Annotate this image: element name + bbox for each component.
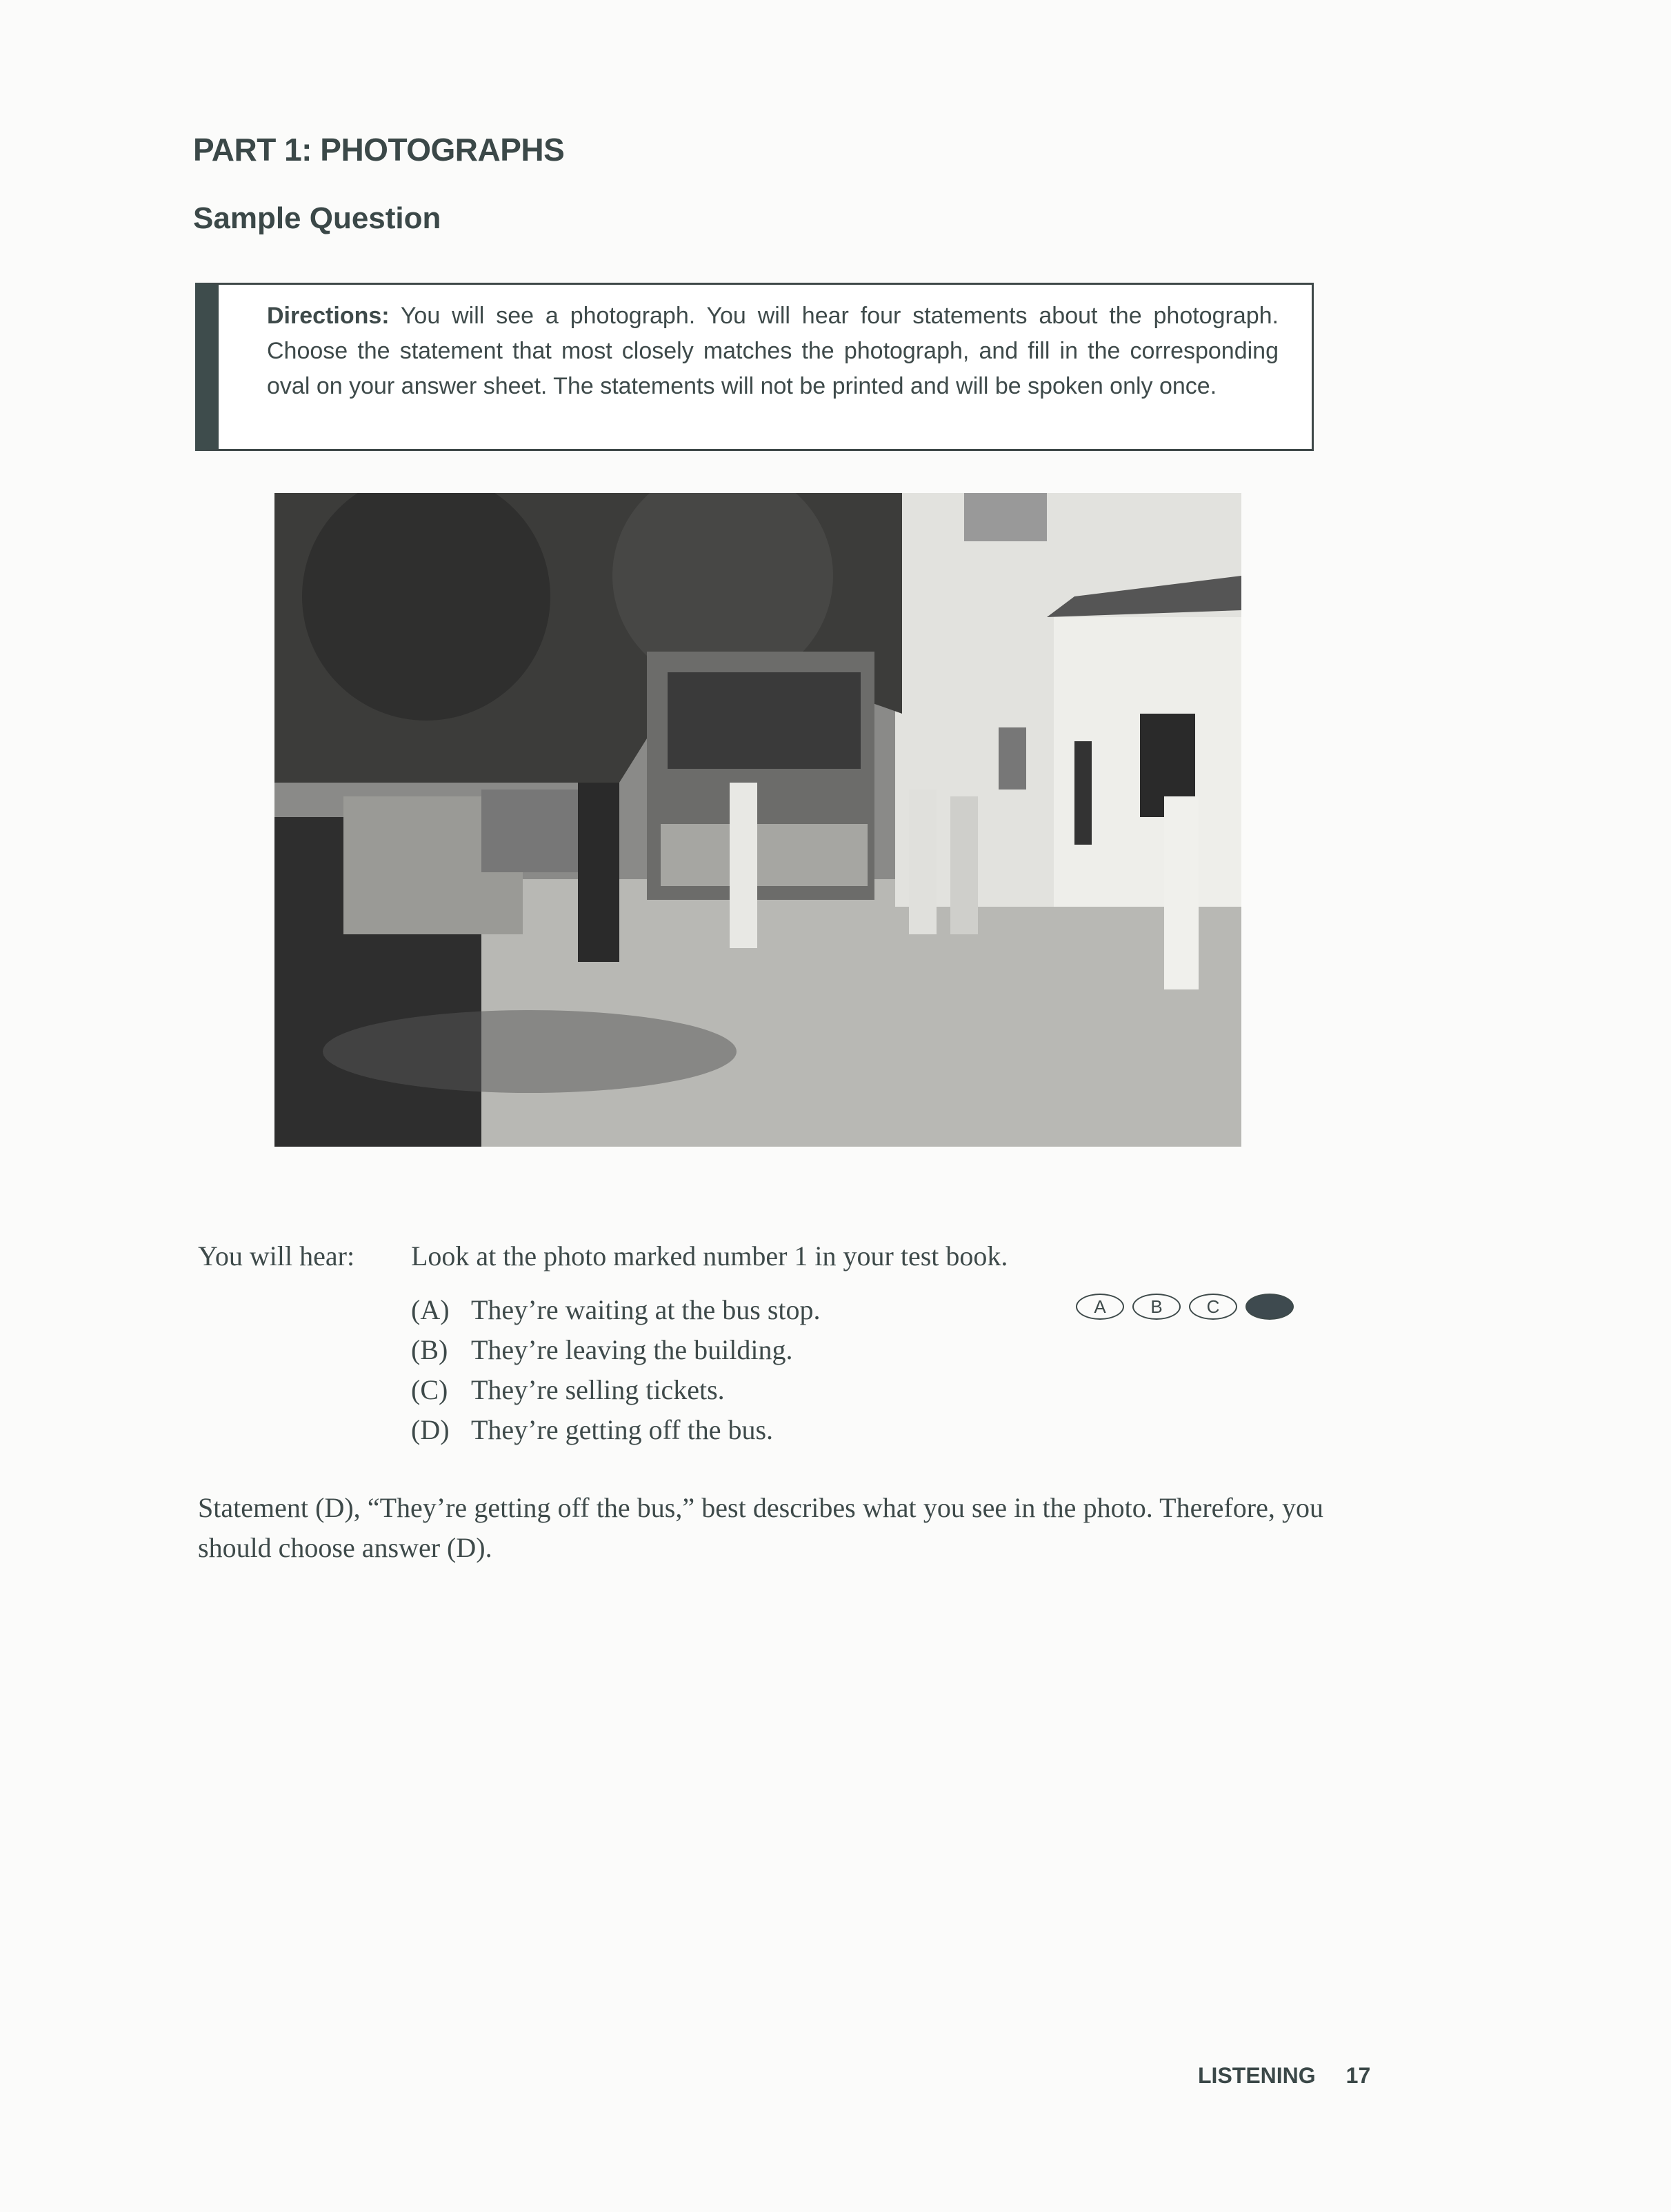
explanation-text: Statement (D), “They’re getting off the bus,” best describes what you see in the photo. Therefore, you should choose answer (D). (198, 1492, 1323, 1563)
prompt-text: Look at the photo marked number 1 in your test book. (411, 1240, 1008, 1271)
directions-body: You will see a photograph. You will hear four statements about the photograph. Choose the statement that most closely matches the photograph, and fill in the corresponding oval on your answer sheet. The statements will not be printed and will be spoken only once. (267, 303, 1279, 399)
section-subtitle: Sample Question (193, 201, 441, 235)
directions-text (267, 299, 1279, 404)
option-text: They’re waiting at the bus stop. (471, 1294, 821, 1325)
page-footer (1198, 2063, 1370, 2089)
option-text: They’re getting off the bus. (471, 1414, 774, 1445)
directions-box (195, 283, 1314, 451)
page-title: PART 1: PHOTOGRAPHS (193, 132, 565, 168)
option-letter: (A) (411, 1294, 450, 1325)
option-letter: (B) (411, 1334, 448, 1365)
option-text: They’re leaving the building. (471, 1334, 793, 1365)
option-letter: (D) (411, 1414, 450, 1445)
answer-oval-d-filled (1245, 1294, 1294, 1320)
answer-oval-b: B (1132, 1294, 1181, 1320)
directions-label: Directions: (267, 303, 390, 329)
option-text: They’re selling tickets. (471, 1374, 725, 1405)
answer-ovals (1076, 1294, 1294, 1320)
bus-photograph (274, 493, 1241, 1147)
answer-oval-c: C (1189, 1294, 1237, 1320)
option-letter: (C) (411, 1374, 448, 1405)
footer-section: LISTENING (1198, 2063, 1316, 2088)
answer-oval-a: A (1076, 1294, 1124, 1320)
you-will-hear-label: You will hear: (198, 1240, 355, 1271)
page-number: 17 (1345, 2063, 1371, 2088)
